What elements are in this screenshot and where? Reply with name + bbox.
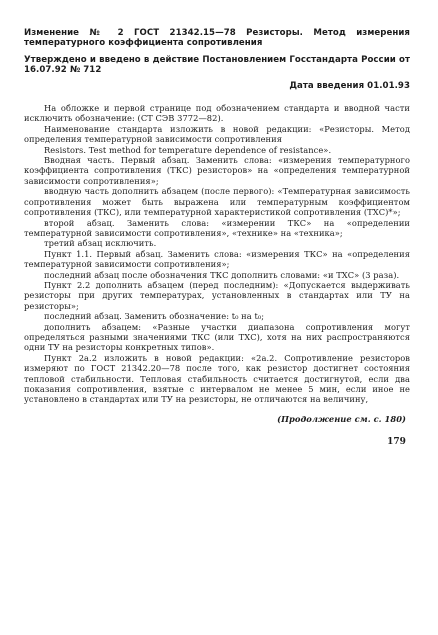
paragraph-intro-first: Вводная часть. Первый абзац. Заменить слова: «измерения температурного коэффициента сопротивления (ТКС) резисторов» на «определения температурной зависимости сопротивления»; [24,155,410,186]
approval-statement: Утверждено и введено в действие Постановлением Госстандарта России от 16.07.92 № 712 [24,54,410,76]
paragraph-english-title: Resistors. Test method for temperature dependence of resistance». [44,144,332,155]
paragraph-item-2-2: Пункт 2.2 дополнить абзацем (перед последним): «Допускается выдерживать резисторы при других температурах, установленных в стандартах или ТУ на резисторы»; [24,279,410,311]
page-number: 179 [387,437,406,448]
paragraph-third-abzac: третий абзац исключить. [44,238,157,249]
paragraph-item-2a-2: Пункт 2а.2 изложить в новой редакции: «2а.2. Сопротивление резисторов измеряют по ГОСТ 21342.20—78 после того, как резистор достигнет состояния тепловой стабильности. Тепловая стабильность считается достигнутой, если два показания сопротивления, взятые с интервалом не менее 5 мин, если иное не установлено в стандартах или ТУ на резисторы, не отличаются на величину, [24,352,410,405]
paragraph-cover-note: На обложке и первой странице под обозначением стандарта и вводной части исключить обозначение: (СТ СЭВ 3772—82). [24,103,410,124]
paragraph-item-1-1: Пункт 1.1. Первый абзац. Заменить слова: «измерения ТКС» на «определения температурной зависимости сопротивления»; [24,248,410,270]
paragraph-last-abzac: последний абзац после обозначения ТКС дополнить словами: «и ТХС» (3 раза). [44,269,400,280]
document-page [24,28,410,448]
paragraph-designation: последний абзац. Заменить обозначение: t₀ на t₀; [44,311,265,322]
continuation-note: (Продолжение см. с. 180) [277,413,406,424]
paragraph-title-change: Наименование стандарта изложить в новой редакции: «Резисторы. Метод определения температурной зависимости сопротивления [24,123,410,145]
paragraph-second-abzac: второй абзац. Заменить слова: «измерении ТКС» на «определении температурной зависимости сопротивления», «технике» на «техника»; [24,217,410,238]
amendment-title: Изменение № 2 ГОСТ 21342.15—78 Резисторы. Метод измерения температурного коэффициента сопротивления [24,28,410,49]
paragraph-intro-addition: вводную часть дополнить абзацем (после первого): «Температурная зависимость сопротивления может быть выражена или температурным коэффициентом сопротивления (ТКС), или температурной характеристикой сопротивления (ТХС)*»; [24,186,410,218]
paragraph-supplement: дополнить абзацем: «Разные участки диапазона сопротивления могут определяться разными значениями ТКС (или ТХС), хотя на них распространяются одни ТУ на резисторы конкретных типов». [24,321,410,353]
effective-date: Дата введения 01.01.93 [289,80,410,91]
